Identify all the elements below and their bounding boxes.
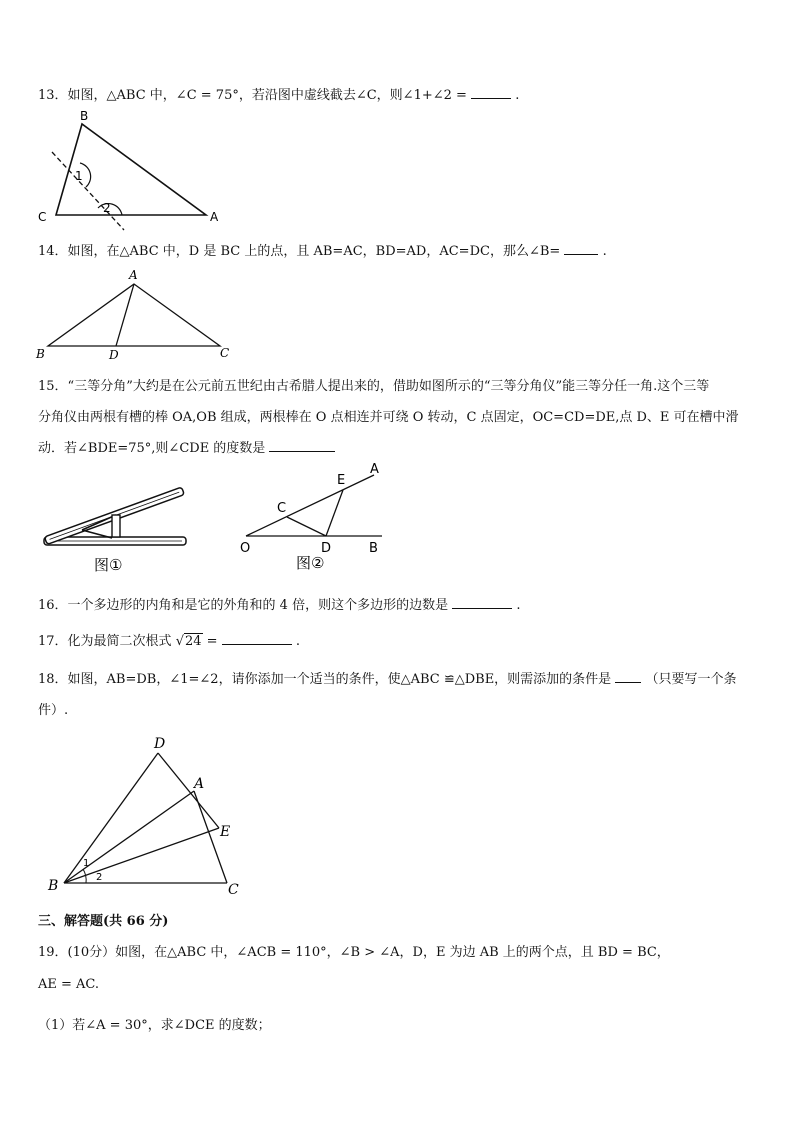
q14-figure bbox=[30, 266, 240, 366]
q14-text-end: . bbox=[602, 244, 607, 259]
q14-label-A: A bbox=[129, 268, 138, 282]
ray-OA bbox=[246, 475, 374, 536]
q15-label-D: D bbox=[321, 541, 332, 556]
q14-label-B: B bbox=[36, 347, 45, 361]
q15-label-O: O bbox=[240, 541, 251, 556]
question-16 bbox=[38, 594, 521, 613]
q18-label-B: B bbox=[48, 878, 59, 894]
segment-BE bbox=[64, 828, 219, 883]
q13-figure bbox=[30, 108, 240, 228]
question-15-line3 bbox=[38, 437, 335, 456]
question-13 bbox=[38, 84, 519, 103]
q18-text-end: （只要写一个条 bbox=[645, 672, 737, 687]
q14-label-D: D bbox=[109, 348, 119, 362]
sqrt-symbol: √ bbox=[175, 634, 184, 649]
q13-text: 13．如图，△ABC 中，∠C = 75°，若沿图中虚线截去∠C，则∠1+∠2 = bbox=[38, 88, 467, 103]
segment-BD bbox=[64, 753, 158, 883]
q17-answer-blank bbox=[222, 632, 292, 645]
q13-label-2: 2 bbox=[103, 201, 111, 215]
q14-segment-AD bbox=[116, 284, 134, 346]
q15-label-E: E bbox=[337, 473, 346, 488]
q14-label-C: C bbox=[220, 346, 230, 360]
question-14 bbox=[38, 240, 607, 259]
q17-text: 17．化为最简二次根式 bbox=[38, 634, 172, 649]
q13-label-1: 1 bbox=[75, 169, 83, 183]
q14-triangle bbox=[48, 284, 220, 346]
q17-radicand: 24 bbox=[184, 634, 202, 649]
q16-answer-blank bbox=[452, 596, 512, 609]
q13-label-B: B bbox=[80, 109, 89, 123]
q18-label-E: E bbox=[220, 824, 231, 840]
q18-answer-blank bbox=[615, 670, 641, 683]
q18-text: 18．如图，AB=DB，∠1=∠2，请你添加一个适当的条件，使△ABC ≌△DBE，则需添加的条件是 bbox=[38, 672, 612, 687]
q15-fig2-caption: 图② bbox=[296, 554, 325, 572]
q13-label-A: A bbox=[210, 210, 219, 224]
q18-label-C: C bbox=[228, 882, 239, 898]
question-19-part1: （1）若∠A = 30°，求∠DCE 的度数； bbox=[38, 1018, 271, 1033]
q15-label-A: A bbox=[370, 462, 379, 477]
q15-text: 动．若∠BDE=75°,则∠CDE 的度数是 bbox=[38, 441, 266, 456]
question-15-line1: 15．“三等分角”大约是在公元前五世纪由古希腊人提出来的，借助如图所示的“三等分角仪”能三等分任一角.这个三等 bbox=[38, 379, 710, 394]
question-15-line2: 分角仪由两根有槽的棒 OA,OB 组成，两根棒在 O 点相连并可绕 O 转动，C 点固定，OC=CD=DE,点 D、E 可在槽中滑 bbox=[38, 410, 739, 425]
q17-text-end: . bbox=[295, 634, 300, 649]
question-19-line2: AE = AC. bbox=[38, 977, 100, 992]
q16-text-end: . bbox=[516, 598, 521, 613]
segment-CD bbox=[287, 517, 326, 536]
q18-label-1: 1 bbox=[83, 858, 90, 869]
q13-answer-blank bbox=[471, 86, 511, 99]
q18-label-D: D bbox=[154, 736, 166, 752]
section-3-heading: 三、解答题(共 66 分) bbox=[38, 914, 169, 929]
q14-answer-blank bbox=[564, 242, 598, 255]
question-17 bbox=[38, 630, 300, 649]
trisector-slider bbox=[112, 515, 120, 537]
question-18-line2: 件）. bbox=[38, 703, 69, 718]
q16-text: 16．一个多边形的内角和是它的外角和的 4 倍，则这个多边形的边数是 bbox=[38, 598, 449, 613]
q17-equals: = bbox=[206, 634, 218, 649]
q15-answer-blank bbox=[269, 439, 335, 452]
q18-label-2: 2 bbox=[96, 872, 103, 883]
q15-figure-2 bbox=[238, 458, 398, 573]
q15-figure-1 bbox=[40, 478, 190, 573]
segment-DE bbox=[158, 753, 219, 828]
question-18-line1 bbox=[38, 668, 736, 687]
q18-figure bbox=[38, 732, 258, 902]
q13-label-C: C bbox=[38, 210, 47, 224]
question-19-line1: 19．(10分）如图，在△ABC 中，∠ACB = 110°，∠B > ∠A，D，E 为边 AB 上的两个点，且 BD = BC， bbox=[38, 945, 670, 960]
q14-text: 14．如图，在△ABC 中，D 是 BC 上的点，且 AB=AC，BD=AD，AC=DC，那么∠B= bbox=[38, 244, 561, 259]
q15-label-C: C bbox=[277, 501, 287, 516]
q15-label-B: B bbox=[369, 541, 378, 556]
q15-fig1-caption: 图① bbox=[94, 556, 123, 574]
q18-label-A: A bbox=[194, 776, 205, 792]
q13-text-end: . bbox=[515, 88, 520, 103]
